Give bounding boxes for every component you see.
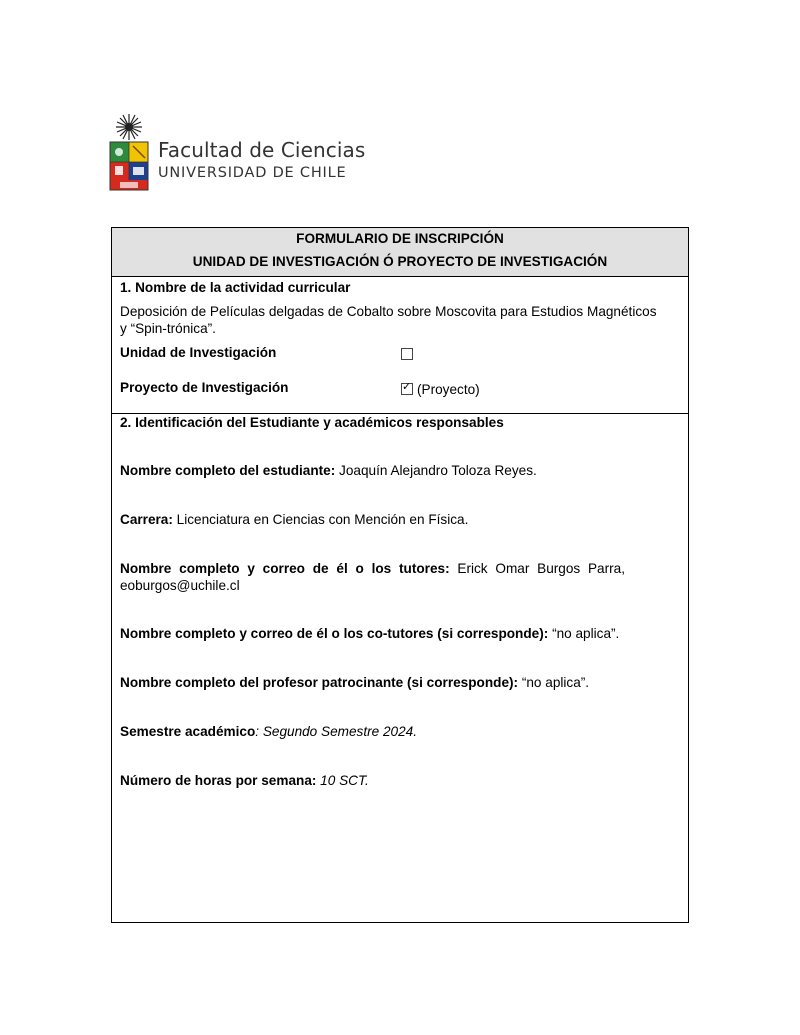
unit-option-label: Unidad de Investigación: [120, 345, 277, 360]
tutors-email: eoburgos@uchile.cl: [120, 578, 240, 593]
tutors-label: Nombre completo y correo de él o los tutores:: [120, 561, 450, 576]
project-note: (Proyecto): [417, 382, 480, 397]
career-label: Carrera:: [120, 512, 173, 527]
unit-checkbox[interactable]: [401, 348, 413, 360]
section1-heading: 1. Nombre de la actividad curricular: [120, 280, 351, 295]
section2-heading: 2. Identificación del Estudiante y académicos responsables: [120, 415, 504, 430]
semester-value: : Segundo Semestre 2024.: [255, 724, 417, 739]
tutors-field: [120, 560, 682, 594]
registration-form: [111, 227, 689, 923]
university-crest-icon: [108, 112, 154, 194]
form-subtitle: UNIDAD DE INVESTIGACIÓN Ó PROYECTO DE INVESTIGACIÓN: [192, 254, 608, 269]
career-field: [120, 512, 468, 527]
sponsor-value: “no aplica”.: [518, 675, 590, 690]
cotutors-value: “no aplica”.: [548, 626, 620, 641]
hours-value: 10 SCT.: [316, 773, 369, 788]
hours-label: Número de horas por semana:: [120, 773, 317, 788]
section-identification: [112, 414, 688, 922]
project-option: [401, 382, 480, 397]
form-header: [112, 228, 688, 277]
form-title: FORMULARIO DE INSCRIPCIÓN: [296, 231, 504, 246]
shield-icon: [110, 142, 148, 190]
activity-name-line1: Deposición de Películas delgadas de Cobalto sobre Moscovita para Estudios Magnéticos: [120, 304, 657, 319]
semester-label: Semestre académico: [120, 724, 256, 739]
logo-university-name: UNIVERSIDAD DE CHILE: [158, 165, 347, 181]
faculty-logo: [108, 112, 368, 194]
tutors-value: Erick Omar Burgos Parra,: [449, 561, 625, 576]
sponsor-field: [120, 675, 589, 690]
student-label: Nombre completo del estudiante:: [120, 463, 336, 478]
section-activity: [112, 277, 688, 414]
unit-option: [401, 347, 417, 362]
cotutors-field: [120, 626, 619, 641]
career-value: Licenciatura en Ciencias con Mención en Física.: [172, 512, 469, 527]
cotutors-label: Nombre completo y correo de él o los co-tutores (si corresponde):: [120, 626, 549, 641]
semester-field: [120, 724, 417, 739]
checkmark-icon: ✓: [402, 381, 412, 393]
hours-field: [120, 773, 369, 788]
project-checkbox[interactable]: [401, 383, 413, 395]
logo-faculty-name: Facultad de Ciencias: [158, 138, 366, 162]
student-field: [120, 463, 537, 478]
project-option-label: Proyecto de Investigación: [120, 380, 289, 395]
sponsor-label: Nombre completo del profesor patrocinante (si corresponde):: [120, 675, 519, 690]
activity-name-line2: y “Spin-trónica”.: [120, 321, 216, 336]
student-value: Joaquín Alejandro Toloza Reyes.: [335, 463, 537, 478]
